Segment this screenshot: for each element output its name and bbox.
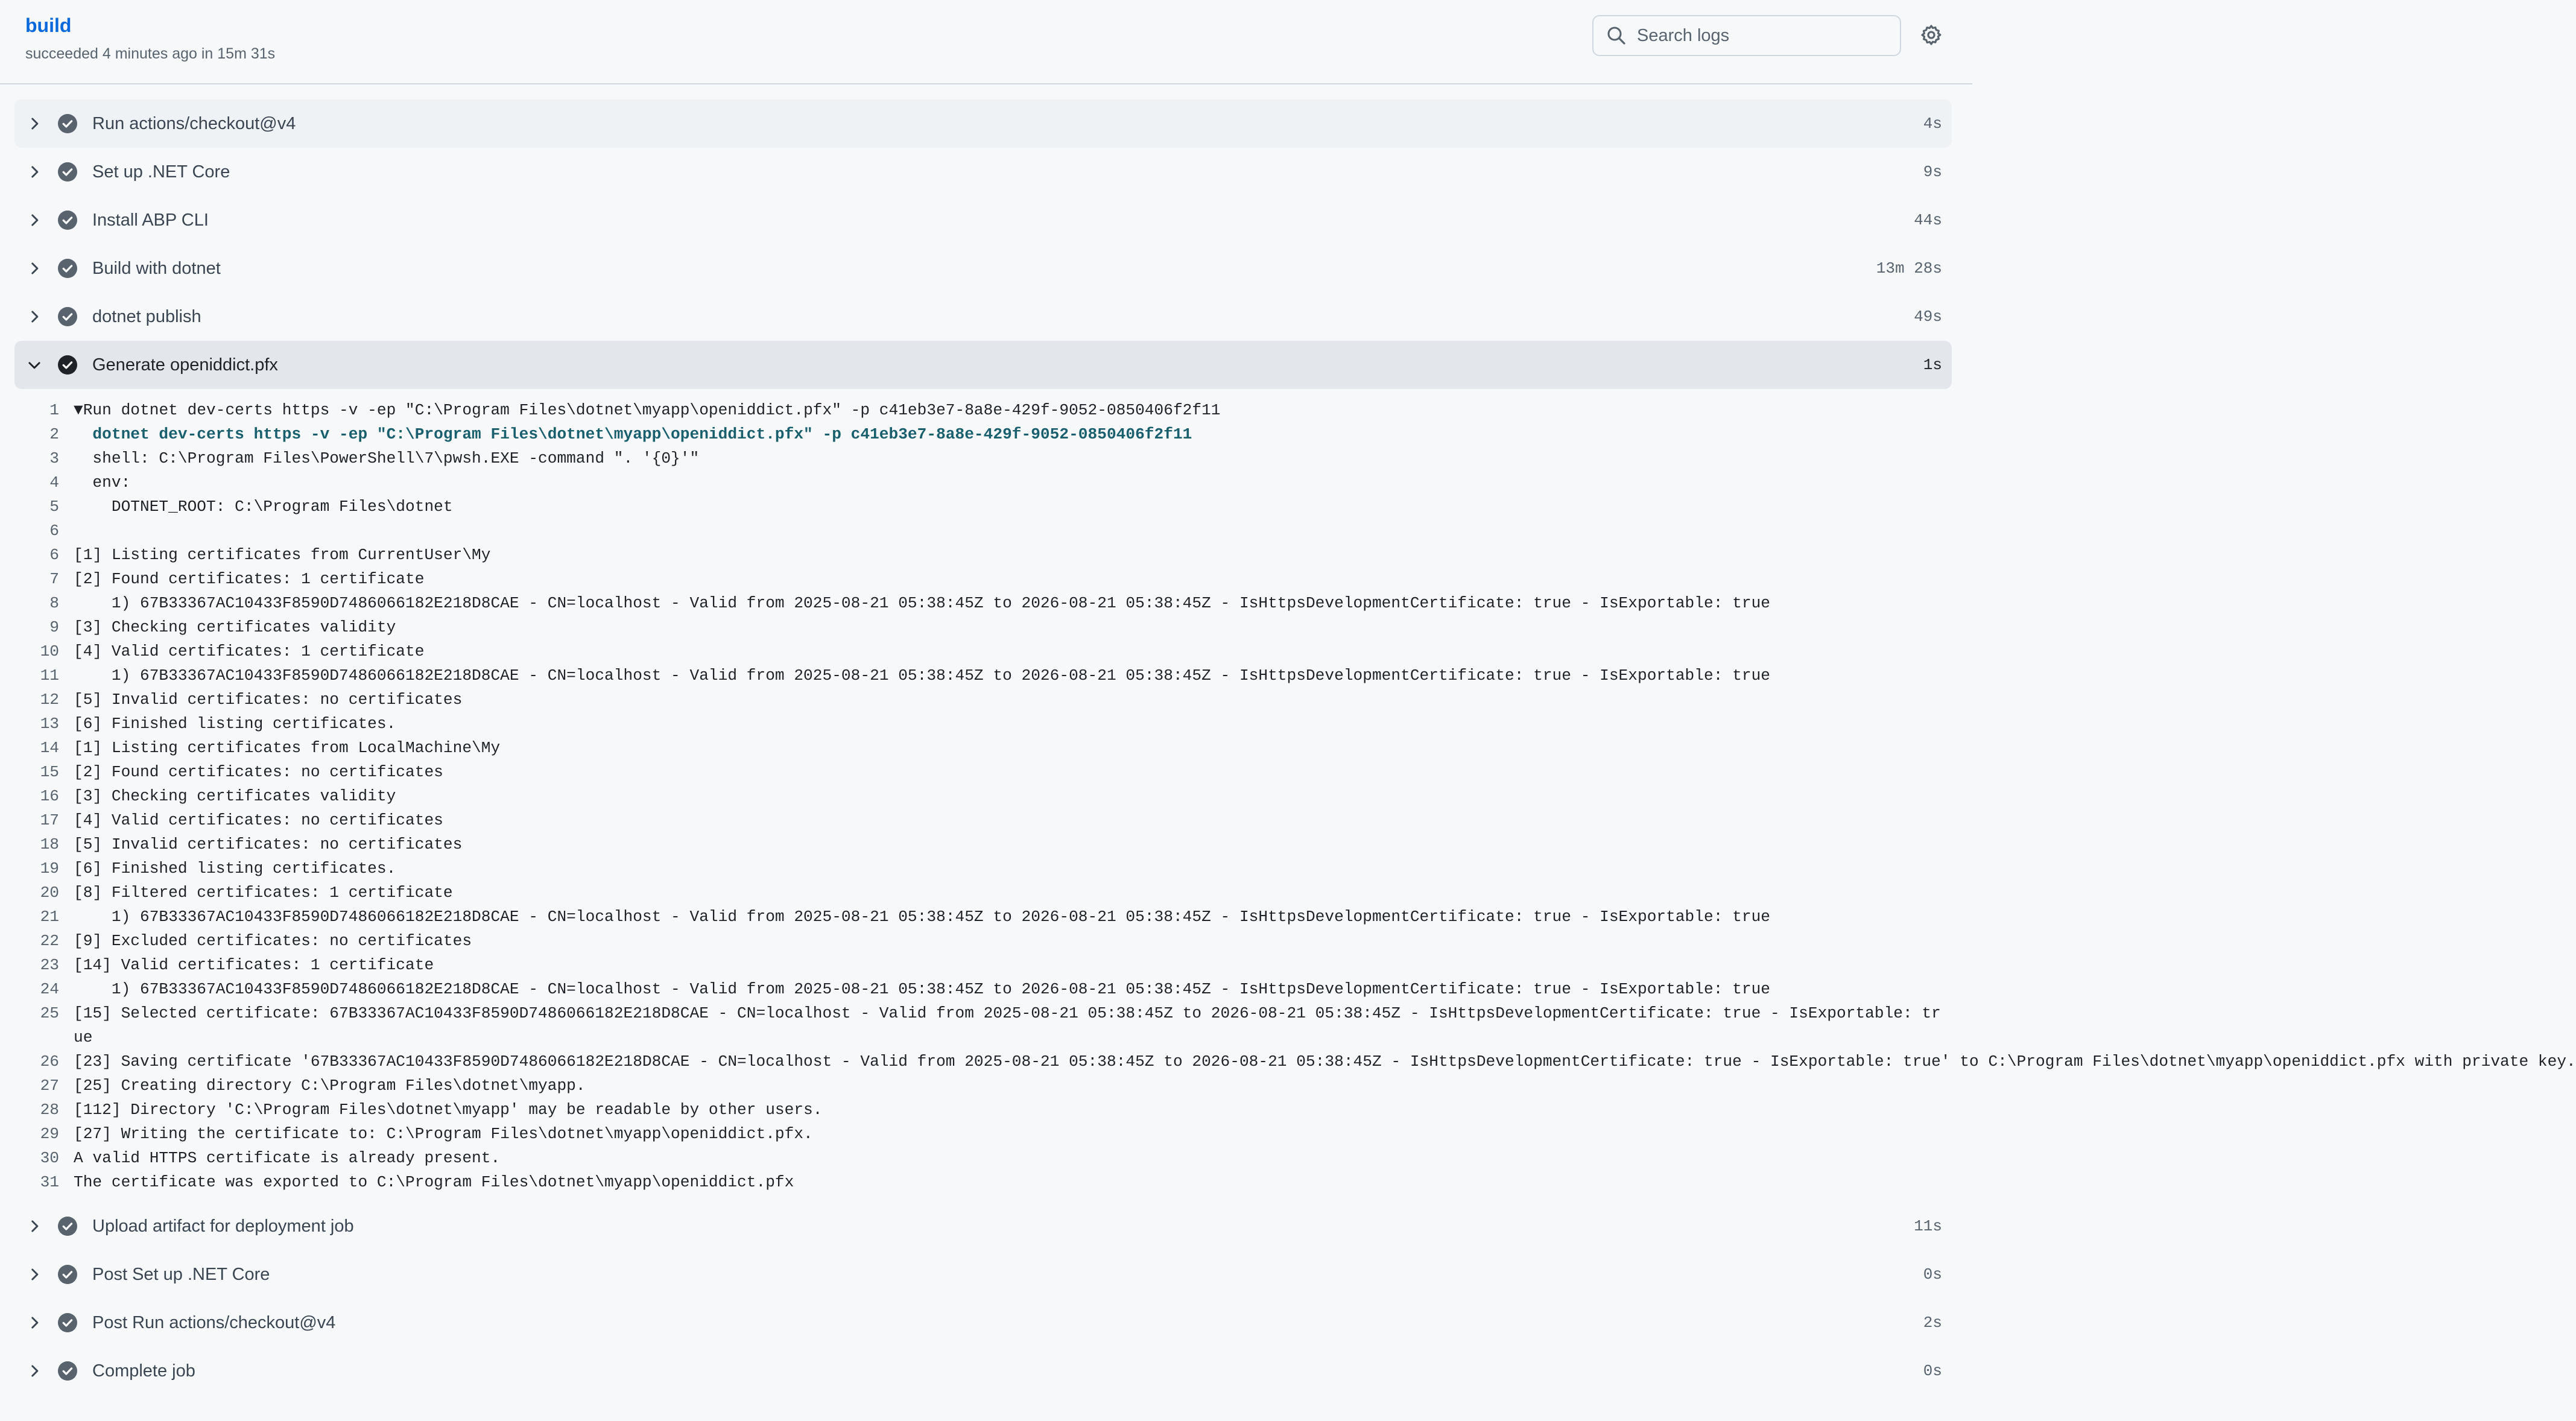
step-name: Post Set up .NET Core — [92, 1264, 270, 1284]
success-check-icon — [58, 114, 77, 133]
line-number[interactable]: 7 — [49, 570, 59, 588]
chevron-right-icon — [27, 212, 42, 228]
line-number[interactable]: 12 — [40, 691, 59, 709]
log-text: [4] Valid certificates: 1 certificate — [74, 642, 425, 660]
step-duration: 2s — [1923, 1314, 1942, 1332]
step-duration: 9s — [1923, 163, 1942, 181]
log-text: 1) 67B33367AC10433F8590D7486066182E218D8CAE - CN=localhost - Valid from 2025-08-21 05:38:45Z to 2026-08-21 05:38:45Z - IsHttpsDevelopmentCertificate: true - IsExportable: true — [74, 666, 1770, 685]
log-line — [14, 1122, 1952, 1146]
log-line — [14, 808, 1952, 832]
log-text: 1) 67B33367AC10433F8590D7486066182E218D8CAE - CN=localhost - Valid from 2025-08-21 05:38:45Z to 2026-08-21 05:38:45Z - IsHttpsDevelopmentCertificate: true - IsExportable: true — [74, 908, 1770, 926]
log-line — [14, 1001, 1952, 1049]
step-name: Run actions/checkout@v4 — [92, 113, 296, 133]
chevron-right-icon — [27, 164, 42, 180]
step-name: Install ABP CLI — [92, 210, 209, 230]
line-number[interactable]: 25 — [40, 1004, 59, 1022]
line-number[interactable]: 17 — [40, 811, 59, 829]
log-text: Run dotnet dev-certs https -v -ep "C:\Program Files\dotnet\myapp\openiddict.pfx" -p c41eb3e7-8a8e-429f-9052-0850406f2f11 — [83, 401, 1221, 419]
step-name: Build with dotnet — [92, 258, 221, 278]
log-text: A valid HTTPS certificate is already present. — [74, 1149, 501, 1167]
log-line — [14, 712, 1952, 736]
log-line — [14, 422, 1952, 446]
line-number[interactable]: 5 — [49, 498, 59, 516]
log-line — [14, 615, 1952, 639]
line-number[interactable]: 22 — [40, 932, 59, 950]
log-line — [14, 519, 1952, 543]
log-text: [1] Listing certificates from LocalMachine\My — [74, 739, 501, 757]
line-number[interactable]: 6 — [49, 522, 59, 540]
success-check-icon — [58, 210, 77, 230]
search-icon — [1607, 26, 1626, 45]
chevron-right-icon — [27, 1315, 42, 1331]
line-number[interactable]: 6 — [49, 546, 59, 564]
log-line — [14, 784, 1952, 808]
step-name: Generate openiddict.pfx — [92, 355, 278, 375]
line-number[interactable]: 28 — [40, 1101, 59, 1119]
log-line — [14, 495, 1952, 519]
step-duration: 44s — [1914, 211, 1942, 229]
line-number[interactable]: 3 — [49, 449, 59, 467]
log-line — [14, 398, 1952, 422]
step-row[interactable] — [14, 148, 1952, 196]
log-line — [14, 567, 1952, 591]
log-line — [14, 736, 1952, 760]
log-text: [5] Invalid certificates: no certificates — [74, 835, 463, 853]
line-number[interactable]: 1 — [49, 401, 59, 419]
line-number[interactable]: 31 — [40, 1173, 59, 1191]
step-row[interactable] — [14, 1202, 1952, 1250]
line-number[interactable]: 19 — [40, 859, 59, 878]
line-number[interactable]: 29 — [40, 1125, 59, 1143]
chevron-right-icon — [27, 261, 42, 276]
log-line — [14, 688, 1952, 712]
log-text: [25] Creating directory C:\Program Files\dotnet\myapp. — [74, 1077, 586, 1095]
line-number[interactable]: 16 — [40, 787, 59, 805]
line-number[interactable]: 8 — [49, 594, 59, 612]
log-line — [14, 977, 1952, 1001]
job-title[interactable]: build — [25, 14, 72, 36]
line-number[interactable]: 30 — [40, 1149, 59, 1167]
log-line — [14, 543, 1952, 567]
collapse-triangle-icon[interactable]: ▼ — [74, 401, 83, 419]
line-number[interactable]: 14 — [40, 739, 59, 757]
step-row[interactable] — [14, 293, 1952, 341]
step-duration: 11s — [1914, 1217, 1942, 1235]
log-text: [14] Valid certificates: 1 certificate — [74, 956, 434, 974]
success-check-icon — [58, 1313, 77, 1332]
log-text: shell: C:\Program Files\PowerShell\7\pwsh.EXE -command ". '{0}'" — [74, 449, 700, 467]
line-number[interactable]: 11 — [40, 666, 59, 685]
log-line — [14, 1074, 1952, 1098]
log-line — [14, 639, 1952, 663]
log-line — [14, 1170, 1952, 1194]
log-text: [2] Found certificates: no certificates — [74, 763, 443, 781]
gear-icon[interactable] — [1920, 24, 1943, 46]
line-number[interactable]: 9 — [49, 618, 59, 636]
log-text: [9] Excluded certificates: no certificates — [74, 932, 472, 950]
chevron-right-icon — [27, 1363, 42, 1379]
log-text: [5] Invalid certificates: no certificates — [74, 691, 463, 709]
log-text: [23] Saving certificate '67B33367AC10433F8590D7486066182E218D8CAE - CN=localhost - Valid from 2025-08-21 05:38:45Z to 2026-08-21 05:38:45Z - IsHttpsDevelopmentCertificate: true - IsExportable: true' to C:\Program Files\dotnet\myapp\openiddict.pfx with private key. — [74, 1052, 2576, 1071]
log-line — [14, 1098, 1952, 1122]
log-line — [14, 1049, 2576, 1074]
step-row[interactable] — [14, 1299, 1952, 1347]
log-text: dotnet dev-certs https -v -ep "C:\Program Files\dotnet\myapp\openiddict.pfx" -p c41eb3e7-8a8e-429f-9052-0850406f2f11 — [74, 425, 1192, 443]
line-number[interactable]: 15 — [40, 763, 59, 781]
log-line — [14, 856, 1952, 881]
success-check-icon — [58, 355, 77, 375]
log-text: [1] Listing certificates from CurrentUser\My — [74, 546, 491, 564]
chevron-right-icon — [27, 309, 42, 324]
step-row[interactable] — [14, 244, 1952, 293]
step-duration: 13m 28s — [1876, 259, 1942, 277]
log-text: 1) 67B33367AC10433F8590D7486066182E218D8CAE - CN=localhost - Valid from 2025-08-21 05:38:45Z to 2026-08-21 05:38:45Z - IsHttpsDevelopmentCertificate: true - IsExportable: true — [74, 980, 1770, 998]
log-line — [14, 953, 1952, 977]
log-text: [3] Checking certificates validity — [74, 787, 396, 805]
log-text: [3] Checking certificates validity — [74, 618, 396, 636]
log-text: [8] Filtered certificates: 1 certificate — [74, 884, 453, 902]
chevron-down-icon — [27, 357, 42, 373]
step-row[interactable] — [14, 1347, 1952, 1395]
log-text: [27] Writing the certificate to: C:\Program Files\dotnet\myapp\openiddict.pfx. — [74, 1125, 813, 1143]
log-line — [14, 470, 1952, 495]
line-number[interactable]: 24 — [40, 980, 59, 998]
line-number[interactable]: 4 — [49, 473, 59, 492]
log-line — [14, 832, 1952, 856]
log-line — [14, 881, 1952, 905]
success-check-icon — [58, 307, 77, 326]
step-row[interactable] — [14, 1250, 1952, 1299]
search-input[interactable] — [1637, 26, 1890, 46]
step-name: Post Run actions/checkout@v4 — [92, 1312, 336, 1332]
line-number[interactable]: 20 — [40, 884, 59, 902]
chevron-right-icon — [27, 1218, 42, 1234]
search-box[interactable] — [1592, 15, 1901, 56]
step-row[interactable] — [14, 100, 1952, 148]
line-number[interactable]: 13 — [40, 715, 59, 733]
log-text: [112] Directory 'C:\Program Files\dotnet\myapp' may be readable by other users. — [74, 1101, 823, 1119]
log-output — [14, 389, 2576, 1202]
step-duration: 0s — [1923, 1265, 1942, 1283]
success-check-icon — [58, 259, 77, 278]
line-number[interactable]: 26 — [40, 1052, 59, 1071]
log-text: [6] Finished listing certificates. — [74, 859, 396, 878]
chevron-right-icon — [27, 116, 42, 131]
log-text: [15] Selected certificate: 67B33367AC10433F8590D7486066182E218D8CAE - CN=localhost - Valid from 2025-08-21 05:38:45Z to 2026-08-21 05:38:45Z - IsHttpsDevelopmentCertificate: true - IsExportable: true — [74, 1004, 1941, 1046]
job-header — [0, 0, 1972, 84]
log-text: env: — [74, 473, 131, 492]
line-number[interactable]: 10 — [40, 642, 59, 660]
line-number[interactable]: 21 — [40, 908, 59, 926]
success-check-icon — [58, 162, 77, 182]
step-name: dotnet publish — [92, 306, 201, 326]
log-text: [4] Valid certificates: no certificates — [74, 811, 443, 829]
log-line — [14, 905, 1952, 929]
log-text: [6] Finished listing certificates. — [74, 715, 396, 733]
log-line — [14, 446, 1952, 470]
step-row-open[interactable] — [14, 341, 1952, 389]
job-status: succeeded 4 minutes ago in 15m 31s — [25, 45, 276, 62]
log-text: 1) 67B33367AC10433F8590D7486066182E218D8CAE - CN=localhost - Valid from 2025-08-21 05:38:45Z to 2026-08-21 05:38:45Z - IsHttpsDevelopmentCertificate: true - IsExportable: true — [74, 594, 1770, 612]
line-number[interactable]: 2 — [49, 425, 59, 443]
log-line — [14, 1146, 1952, 1170]
log-line — [14, 663, 1952, 688]
line-number[interactable]: 23 — [40, 956, 59, 974]
chevron-right-icon — [27, 1267, 42, 1282]
step-name: Upload artifact for deployment job — [92, 1216, 354, 1236]
steps-list — [14, 100, 2576, 1395]
line-number[interactable]: 27 — [40, 1077, 59, 1095]
step-name: Set up .NET Core — [92, 162, 230, 182]
step-duration: 0s — [1923, 1362, 1942, 1380]
step-duration: 1s — [1923, 356, 1942, 374]
success-check-icon — [58, 1361, 77, 1381]
log-text: [2] Found certificates: 1 certificate — [74, 570, 425, 588]
step-duration: 4s — [1923, 115, 1942, 133]
log-line — [14, 591, 1952, 615]
log-text: DOTNET_ROOT: C:\Program Files\dotnet — [74, 498, 453, 516]
step-duration: 49s — [1914, 308, 1942, 326]
success-check-icon — [58, 1217, 77, 1236]
step-name: Complete job — [92, 1361, 195, 1381]
log-line — [14, 760, 1952, 784]
log-text: The certificate was exported to C:\Program Files\dotnet\myapp\openiddict.pfx — [74, 1173, 794, 1191]
line-number[interactable]: 18 — [40, 835, 59, 853]
success-check-icon — [58, 1265, 77, 1284]
step-row[interactable] — [14, 196, 1952, 244]
log-line — [14, 929, 1952, 953]
